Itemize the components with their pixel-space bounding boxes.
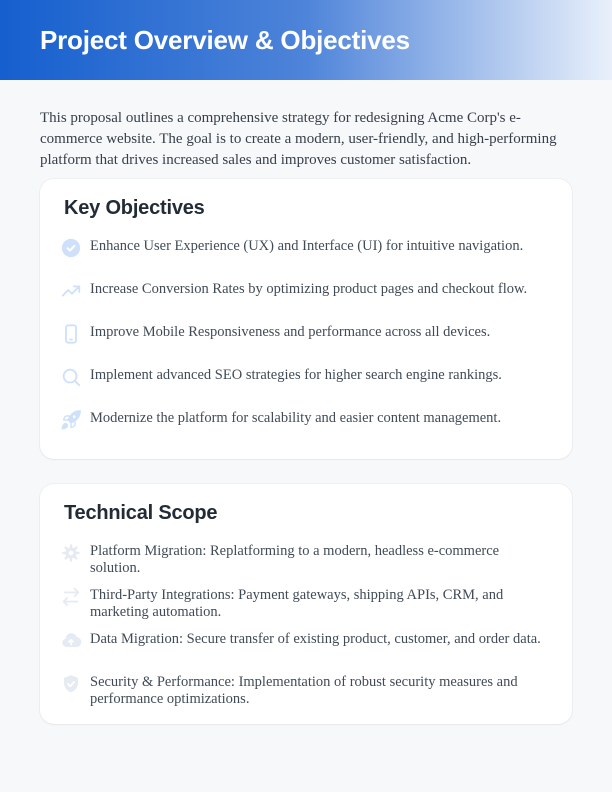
list-item <box>64 585 548 620</box>
item-text: Platform Migration: Replatforming to a modern, headless e-commerce solution. <box>90 543 500 576</box>
list-item <box>64 322 548 356</box>
list-item <box>64 541 548 576</box>
item-text: Data Migration: Secure transfer of existing product, customer, and order data. <box>90 631 541 647</box>
shield-check-icon <box>60 673 82 695</box>
gear-icon <box>60 542 82 564</box>
list-item <box>64 629 548 663</box>
list-item <box>64 672 548 707</box>
rocket-icon <box>60 409 82 431</box>
list-item <box>64 365 548 399</box>
swap-arrows-icon <box>60 586 82 608</box>
item-text: Third-Party Integrations: Payment gateways, shipping APIs, CRM, and marketing automation. <box>90 587 504 620</box>
trending-up-icon <box>60 280 82 302</box>
item-text: Modernize the platform for scalability and easier content management. <box>90 410 502 426</box>
list-item <box>64 279 548 313</box>
item-text: Improve Mobile Responsiveness and performance across all devices. <box>90 324 491 340</box>
list-item <box>64 236 548 270</box>
item-text: Enhance User Experience (UX) and Interface (UI) for intuitive navigation. <box>90 238 524 254</box>
key-objectives-list <box>64 236 548 442</box>
page-header <box>0 0 612 80</box>
page-title: Project Overview & Objectives <box>40 24 410 55</box>
item-text: Increase Conversion Rates by optimizing product pages and checkout flow. <box>90 281 528 297</box>
search-icon <box>60 366 82 388</box>
key-objectives-title: Key Objectives <box>64 197 205 219</box>
technical-scope-list <box>64 541 548 707</box>
intro-paragraph: This proposal outlines a comprehensive strategy for redesigning Acme Corp's e-commerce website. The goal is to create a modern, user-friendly, and high-performing platform that drives increased sales and improves customer satisfaction. <box>40 110 557 168</box>
item-text: Implement advanced SEO strategies for higher search engine rankings. <box>90 367 502 383</box>
check-circle-icon <box>60 237 82 259</box>
smartphone-icon <box>60 323 82 345</box>
page-body <box>0 80 612 724</box>
list-item <box>64 408 548 442</box>
item-text: Security & Performance: Implementation of robust security measures and performance optimizations. <box>90 674 518 707</box>
technical-scope-title: Technical Scope <box>64 502 218 524</box>
technical-scope-card <box>40 484 572 724</box>
cloud-upload-icon <box>60 630 82 652</box>
key-objectives-card <box>40 179 572 459</box>
